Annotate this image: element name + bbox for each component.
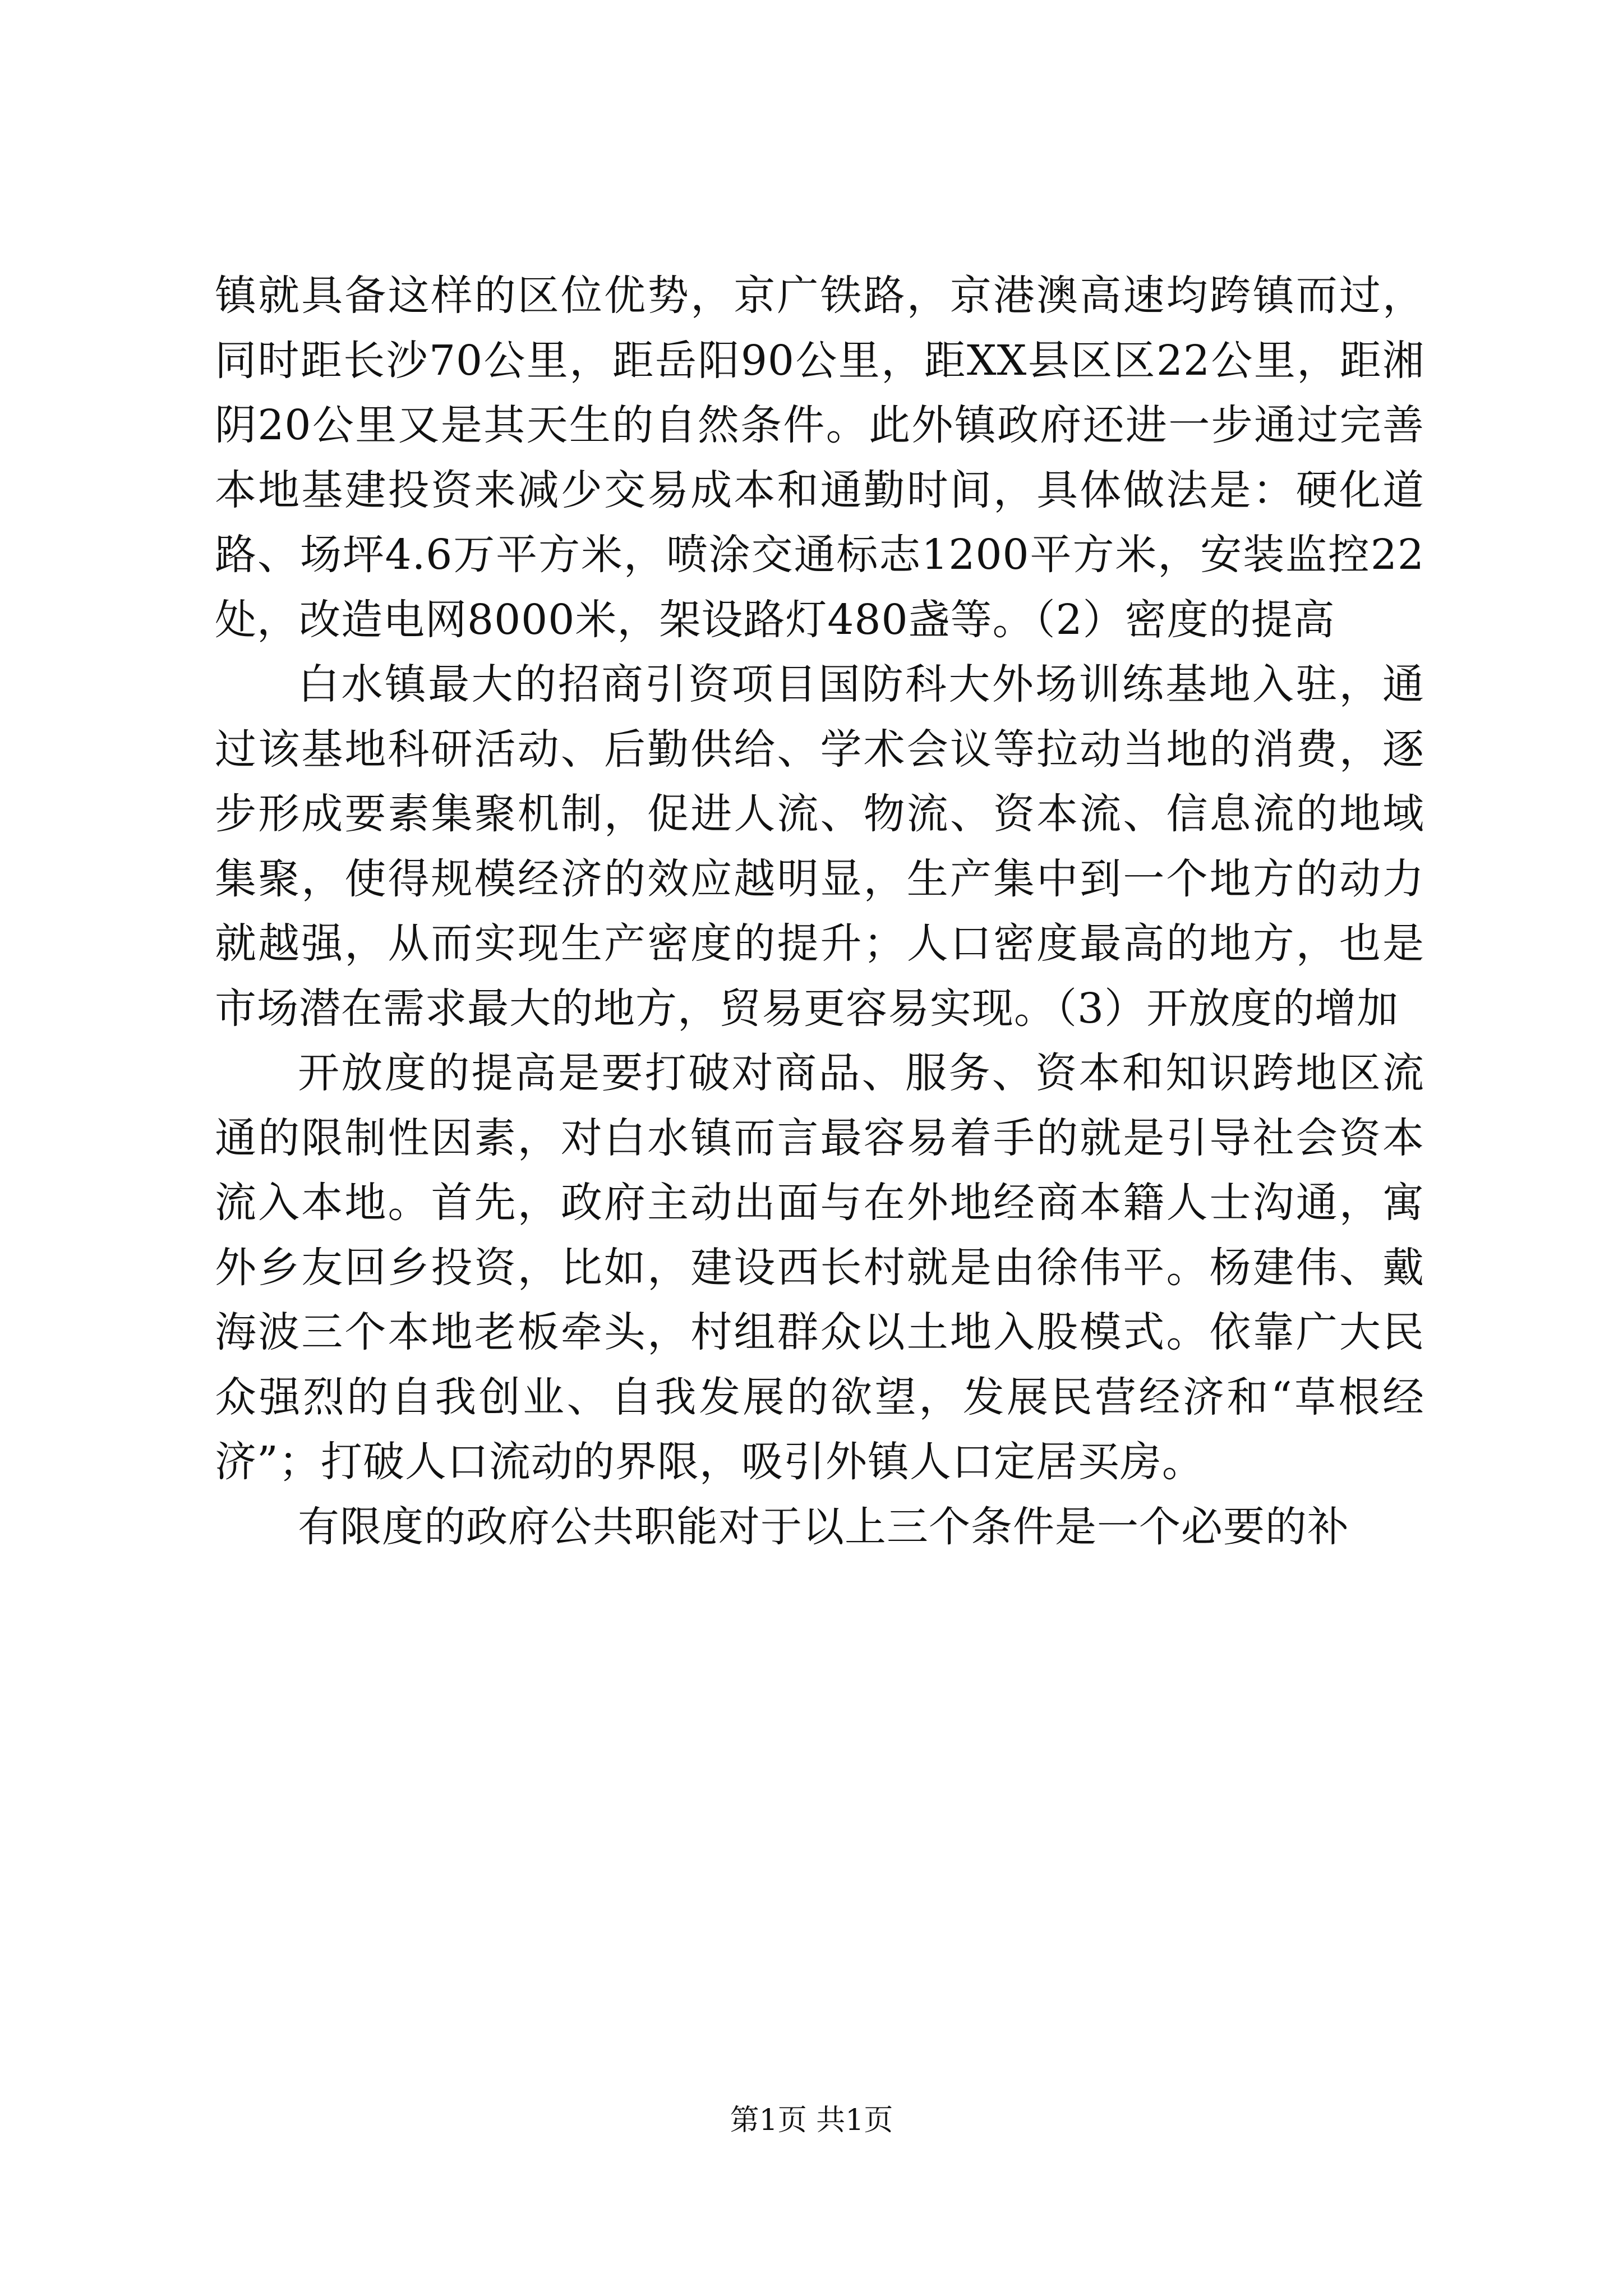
page-footer	[0, 2101, 1623, 2140]
paragraph-location-advantage: 镇就具备这样的区位优势，京广铁路，京港澳高速均跨镇而过，同时距长沙70公里，距岳阳90公里，距XX县区区22公里，距湘阴20公里又是其天生的自然条件。此外镇政府还进一步通过完善本地基建投资来减少交易成本和通勤时间，具体做法是：硬化道路、场坪4.6万平方米，喷涂交通标志1200平方米，安装监控22处，改造电网8000米，架设路灯480盏等。（2）密度的提高	[215, 272, 1424, 644]
paragraph-government-role: 有限度的政府公共职能对于以上三个条件是一个必要的补	[298, 1502, 1349, 1551]
document-body	[215, 264, 1424, 1559]
paragraph-density: 白水镇最大的招商引资项目国防科大外场训练基地入驻，通过该基地科研活动、后勤供给、学术会议等拉动当地的消费，逐步形成要素集聚机制，促进人流、物流、资本流、信息流的地域集聚，使得规模经济的效应越明显，生产集中到一个地方的动力就越强，从而实现生产密度的提升；人口密度最高的地方，也是市场潜在需求最大的地方，贸易更容易实现。（3）开放度的增加	[215, 660, 1424, 1033]
paragraph-openness: 开放度的提高是要打破对商品、服务、资本和知识跨地区流通的限制性因素，对白水镇而言最容易着手的就是引导社会资本流入本地。首先，政府主动出面与在外地经商本籍人士沟通，寓外乡友回乡投资，比如，建设西长村就是由徐伟平。杨建伟、戴海波三个本地老板牵头，村组群众以土地入股模式。依靠广大民众强烈的自我创业、自我发展的欲望，发展民营经济和“草根经济”；打破人口流动的界限，吸引外镇人口定居买房。	[215, 1049, 1424, 1486]
page-number-label: 第1页 共1页	[730, 2104, 893, 2137]
